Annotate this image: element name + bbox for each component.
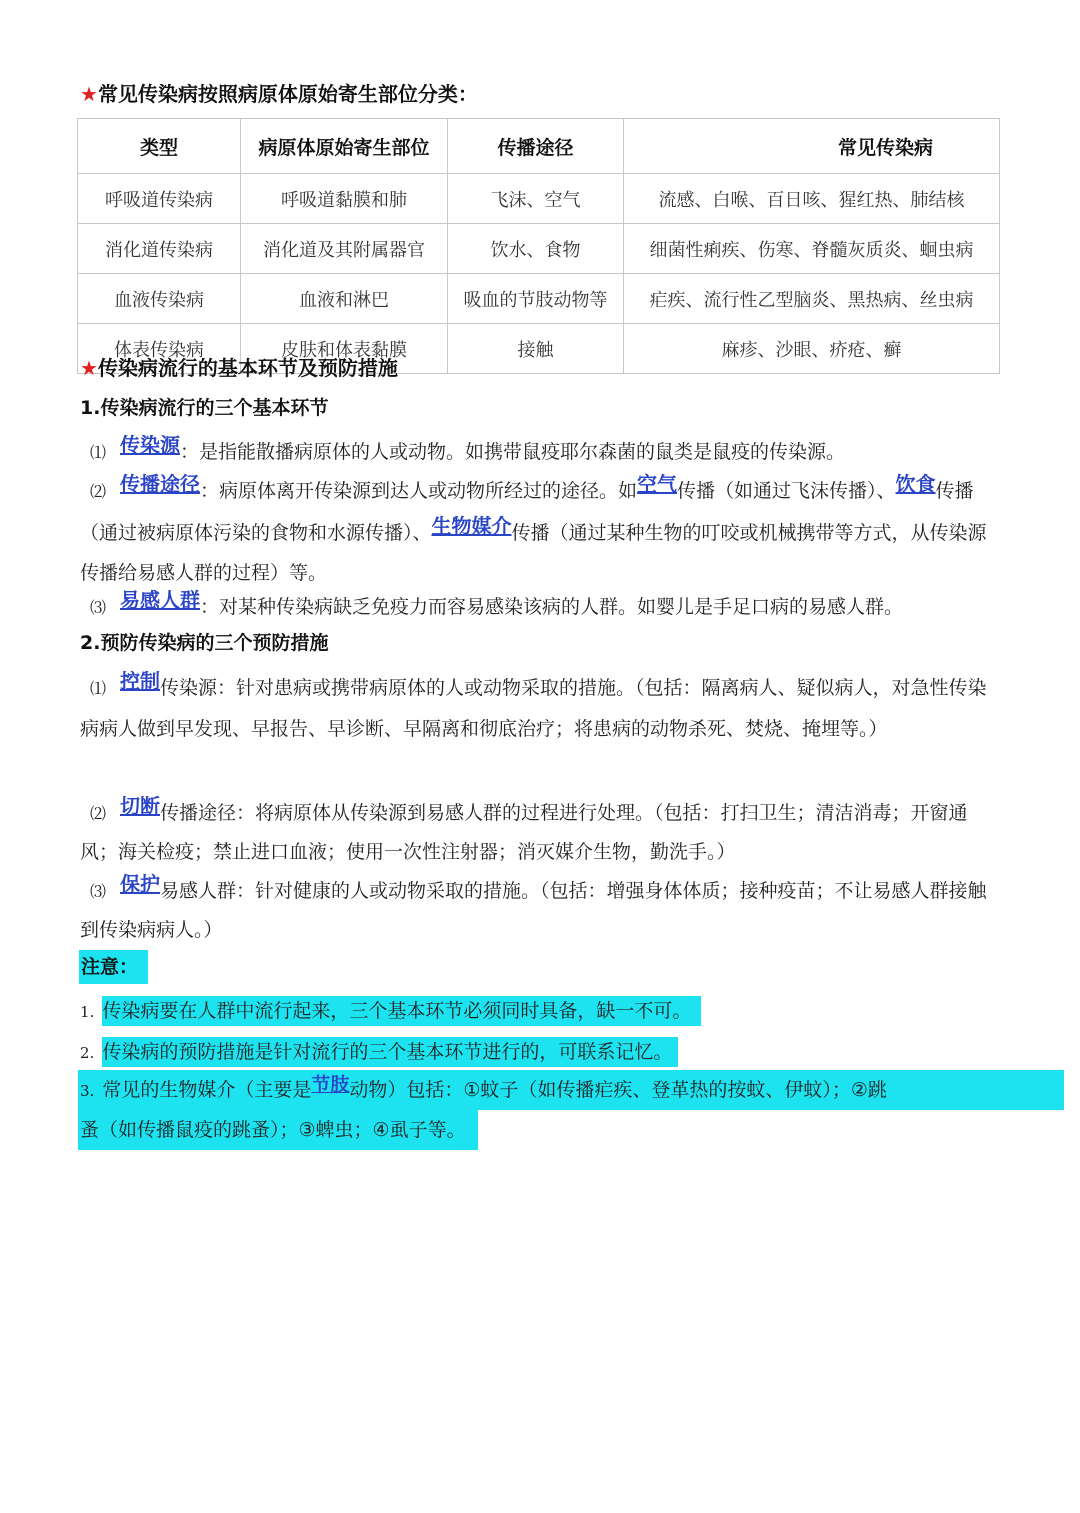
item-number: ⑵: [90, 804, 107, 823]
paragraph-protect: [80, 871, 995, 950]
note-number: 2.: [80, 1044, 95, 1062]
table-header-cell: 常见传染病: [624, 119, 1000, 174]
paragraph-text: ：病原体离开传染源到达人或动物所经过的途径。如: [200, 480, 638, 502]
section-title-text: 常见传染病按照病原体原始寄生部位分类：: [97, 82, 478, 106]
subsection-title-measures: 2.预防传染病的三个预防措施: [80, 632, 329, 654]
paragraph-infection-source: [80, 432, 995, 472]
table-cell: 血液传染病: [78, 274, 241, 324]
note-text: 蚤（如传播鼠疫的跳蚤）；③蜱虫；④虱子等。: [80, 1119, 466, 1141]
item-number: ⑴: [90, 679, 107, 698]
keyword-label: 传染源: [120, 433, 181, 457]
keyword-label: 生物媒介: [431, 514, 512, 538]
keyword-label: 切断: [120, 794, 161, 818]
table-cell: 吸血的节肢动物等: [448, 274, 624, 324]
keyword-label: 传播途径: [120, 472, 201, 496]
table-cell: 细菌性痢疾、伤寒、脊髓灰质炎、蛔虫病: [624, 224, 1000, 274]
paragraph-text: ：对某种传染病缺乏免疫力而容易感染该病的人群。如婴儿是手足口病的易感人群。: [200, 596, 904, 618]
table-cell: 疟疾、流行性乙型脑炎、黑热病、丝虫病: [624, 274, 1000, 324]
table-header-cell: 传播途径: [448, 119, 624, 174]
table-header-cell: 类型: [78, 119, 241, 174]
paragraph-transmission-route: [80, 470, 995, 593]
keyword-label: 饮食: [895, 472, 936, 496]
item-number: ⑶: [90, 882, 107, 901]
table-row: [78, 224, 1000, 274]
star-icon: ★: [80, 82, 98, 106]
paragraph-text: 传播（通过被病原体污染的食物和水源传播）、: [80, 480, 974, 544]
item-number: ⑶: [90, 598, 107, 617]
paragraph-cut-off: [80, 793, 995, 871]
note-text: 传染病的预防措施是针对流行的三个基本环节进行的，可联系记忆。: [102, 1037, 678, 1067]
keyword-label: 节肢: [311, 1074, 350, 1096]
table-row: [78, 274, 1000, 324]
section-title-epidemic: [80, 352, 398, 381]
note-number: 1.: [80, 1003, 95, 1021]
table-header-row: [78, 119, 1000, 174]
paragraph-text: 传播途径：将病原体从传染源到易感人群的过程进行处理。（包括：打扫卫生；清洁消毒；开窗通风；海关检疫；禁止进口血液；使用一次性注射器；消灭媒介生物，勤洗手。）: [80, 802, 968, 863]
note-line: [78, 1110, 478, 1150]
table-row: [78, 174, 1000, 224]
table-cell: 流感、白喉、百日咳、猩红热、肺结核: [624, 174, 1000, 224]
item-number: ⑵: [90, 482, 107, 501]
note-text: 动物）包括：①蚊子（如传播疟疾、登革热的按蚊、伊蚊）；②跳: [349, 1079, 887, 1101]
classification-table: [77, 118, 1000, 374]
keyword-label: 控制: [120, 669, 161, 693]
paragraph-text: 传染源：针对患病或携带病原体的人或动物采取的措施。（包括：隔离病人、疑似病人，对急性传染病病人做到早发现、早报告、早诊断、早隔离和彻底治疗；将患病的动物杀死、焚烧、掩埋等。）: [80, 677, 987, 740]
table-cell: 体表传染病: [78, 324, 241, 374]
table-header-cell: 病原体原始寄生部位: [241, 119, 448, 174]
section-title-text: 传染病流行的基本环节及预防措施: [97, 356, 398, 380]
table-cell: 麻疹、沙眼、疥疮、癣: [624, 324, 1000, 374]
paragraph-text: 传播（通过某种生物的叮咬或机械携带等方式，从传染源传播给易感人群的过程）等。: [80, 522, 987, 584]
keyword-label: 空气: [637, 472, 678, 496]
table-cell: 血液和淋巴: [241, 274, 448, 324]
subsection-title-links: 1.传染病流行的三个基本环节: [80, 397, 329, 419]
note-item: [80, 1035, 678, 1069]
table-cell: 飞沫、空气: [448, 174, 624, 224]
paragraph-text: ：是指能散播病原体的人或动物。如携带鼠疫耶尔森菌的鼠类是鼠疫的传染源。: [180, 441, 846, 463]
table-cell: 接触: [448, 324, 624, 374]
section-title-classification: [80, 78, 478, 107]
table-cell: 消化道及其附属器官: [241, 224, 448, 274]
table-cell: 呼吸道黏膜和肺: [241, 174, 448, 224]
keyword-label: 保护: [120, 872, 161, 896]
notes-title: 注意：: [79, 950, 148, 984]
table-cell: 呼吸道传染病: [78, 174, 241, 224]
note-text: 常见的生物媒介（主要是: [102, 1079, 312, 1101]
paragraph-text: 传播（如通过飞沫传播）、: [677, 480, 896, 502]
note-number: 3.: [80, 1082, 95, 1100]
paragraph-control: [80, 667, 995, 749]
item-number: ⑴: [90, 443, 107, 462]
note-item: [80, 994, 701, 1028]
table-cell: 皮肤和体表黏膜: [241, 324, 448, 374]
table-cell: 饮水、食物: [448, 224, 624, 274]
paragraph-text: 易感人群：针对健康的人或动物采取的措施。（包括：增强身体体质；接种疫苗；不让易感人群接触到传染病病人。）: [80, 880, 987, 941]
note-text: 传染病要在人群中流行起来，三个基本环节必须同时具备，缺一不可。: [102, 996, 701, 1026]
note-line: [78, 1070, 1064, 1110]
star-icon: ★: [80, 356, 98, 380]
note-item: [78, 1070, 1064, 1150]
table-cell: 消化道传染病: [78, 224, 241, 274]
keyword-label: 易感人群: [120, 588, 201, 612]
paragraph-susceptible-group: [80, 587, 995, 627]
